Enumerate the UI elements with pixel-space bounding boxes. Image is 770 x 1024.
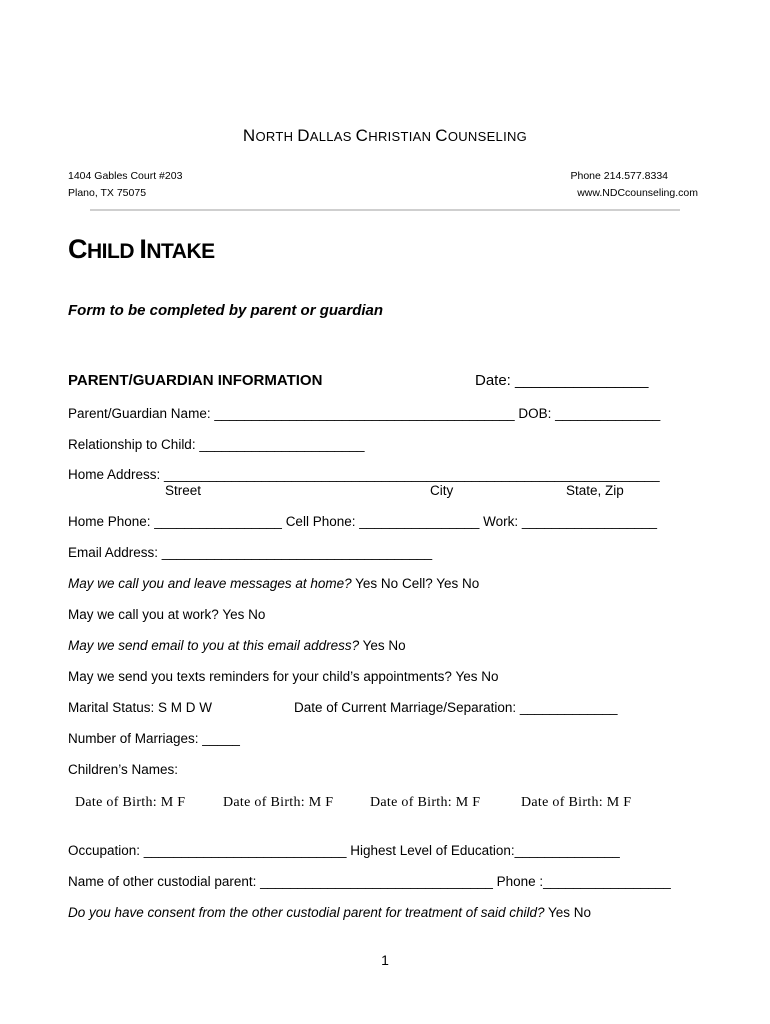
address-state-label: State, Zip (566, 483, 624, 498)
call-home-question: May we call you and leave messages at home? Yes No Cell? Yes No (68, 576, 480, 591)
occupation-field[interactable]: Occupation: ___________________________ Highest Level of Education:______________ (68, 843, 620, 858)
child-dob-3[interactable]: Date of Birth: M F (370, 795, 481, 810)
email-question: May we send email to you at this email address? Yes No (68, 638, 406, 653)
child-dob-1[interactable]: Date of Birth: M F (75, 795, 186, 810)
consent-options[interactable]: Yes No (544, 905, 592, 920)
phone-number: Phone 214.577.8334 (570, 170, 668, 182)
child-dob-2[interactable]: Date of Birth: M F (223, 795, 334, 810)
phones-field[interactable]: Home Phone: _________________ Cell Phone: ________________ Work: __________________ (68, 514, 658, 529)
other-parent-field[interactable]: Name of other custodial parent: _______________________________ Phone :_________________ (68, 874, 671, 889)
home-address-field[interactable]: Home Address: __________________________________________________________________ (68, 467, 660, 482)
address-line-1: 1404 Gables Court #203 (68, 170, 183, 182)
texts-question[interactable]: May we send you texts reminders for your child’s appointments? Yes No (68, 669, 499, 684)
email-options[interactable]: Yes No (359, 638, 406, 653)
website: www.NDCcounseling.com (577, 187, 698, 199)
marital-status-field[interactable]: Marital Status: S M D W (68, 700, 213, 715)
child-dob-4[interactable]: Date of Birth: M F (521, 795, 632, 810)
address-line-2: Plano, TX 75075 (68, 187, 147, 199)
call-home-options[interactable]: Yes No Cell? Yes No (351, 576, 480, 591)
date-field[interactable]: Date: ________________ (475, 372, 649, 389)
marriage-date-field[interactable]: Date of Current Marriage/Separation: _____________ (294, 700, 618, 715)
page-number: 1 (381, 952, 389, 968)
address-city-label: City (430, 483, 454, 498)
relationship-field[interactable]: Relationship to Child: ______________________ (68, 437, 365, 452)
children-names-label: Children’s Names: (68, 762, 179, 777)
form-subtitle: Form to be completed by parent or guardian (68, 302, 384, 319)
parent-name-field[interactable]: Parent/Guardian Name: ________________________________________ DOB: ______________ (68, 406, 661, 421)
marriages-count-field[interactable]: Number of Marriages: _____ (68, 731, 240, 746)
call-work-question[interactable]: May we call you at work? Yes No (68, 607, 266, 622)
header-divider (90, 209, 680, 211)
email-field[interactable]: Email Address: ____________________________________ (68, 545, 433, 560)
section-heading: PARENT/GUARDIAN INFORMATION (68, 372, 323, 389)
org-name: NORTH DALLAS CHRISTIAN COUNSELING (242, 126, 528, 145)
address-street-label: Street (165, 483, 202, 498)
consent-question: Do you have consent from the other custodial parent for treatment of said child? Yes No (68, 905, 592, 920)
page-title: CHILD INTAKE (68, 234, 215, 264)
